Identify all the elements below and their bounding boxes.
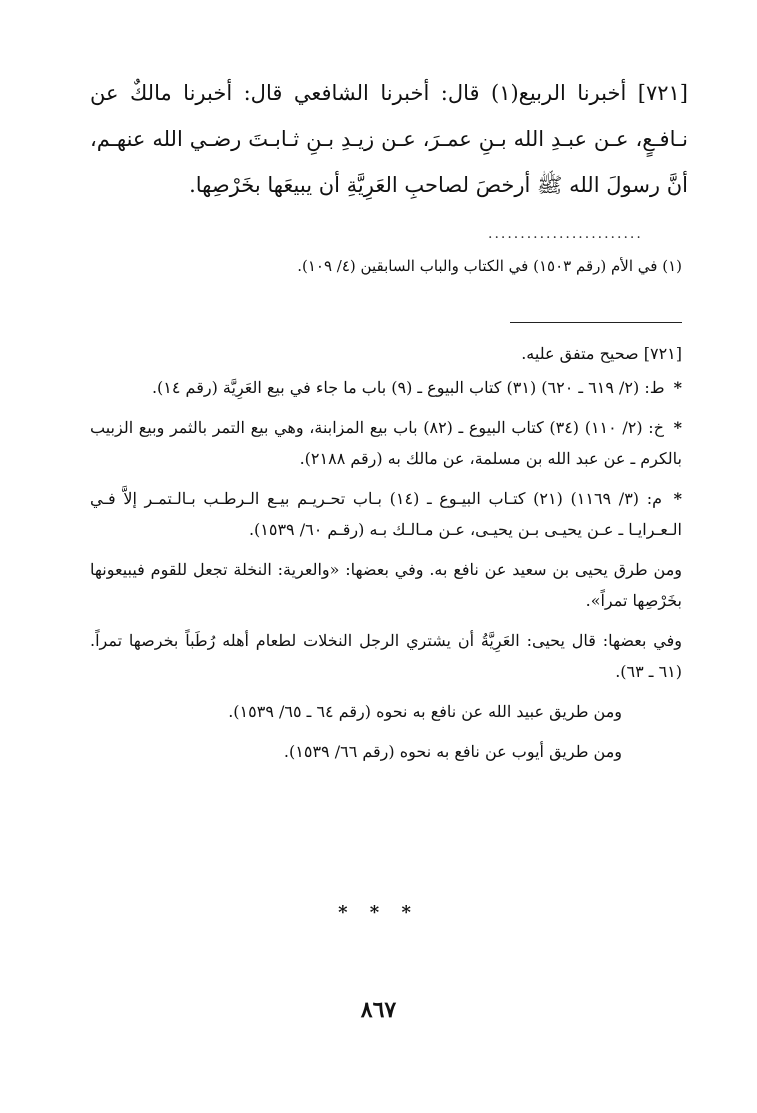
takhrij-note: وفي بعضها: قال يحيى: العَرِيَّةُ أن يشتري الرجل النخلات لطعام أهله رُطَباً بخرصها تمراً. (٦١ ـ ٦٣). [90,631,682,681]
takhrij-source-muwatta [90,372,682,403]
asterisk-marker: * [673,418,683,437]
footnote-separator: ........................ [488,226,643,242]
takhrij-note: ومن طرق يحيى بن سعيد عن نافع به. وفي بعضها: «والعرية: النخلة تجعل للقوم فيبيعونها بخَرْصِها تمراً». [90,560,682,610]
takhrij-grade: [٧٢١] صحيح متفق عليه. [521,344,682,363]
source-text: ط: (٢/ ٦١٩ ـ ٦٢٠) (٣١) كتاب البيوع ـ (٩) باب ما جاء في بيع العَرِيَّة (رقم ١٤). [151,378,665,397]
takhrij-divider [510,322,682,323]
source-text: خ: (٢/ ١١٠) (٣٤) كتاب البيوع ـ (٨٢) باب بيع المزابنة، وهي بيع التمر بالثمر وبيع الزبيب بالكرم ـ عن عبد الله بن مسلمة، عن مالك به (رقم ٢١٨٨). [90,418,682,468]
takhrij-block [90,338,682,776]
takhrij-note: ومن طريق عبيد الله عن نافع به نحوه (رقم ٦٤ ـ ٦٥/ ١٥٣٩). [228,702,622,721]
asterisk-marker: * [673,489,683,508]
page-number: ٨٦٧ [360,997,397,1023]
takhrij-source-bukhari [90,412,682,474]
takhrij-note: ومن طريق أيوب عن نافع به نحوه (رقم ٦٦/ ١٥٣٩). [283,742,622,761]
footnote: (١) في الأم (رقم ١٥٠٣) في الكتاب والباب السابقين (٤/ ١٠٩). [297,257,682,275]
source-text: م: (٣/ ١١٦٩) (٢١) كتـاب البيـوع ـ (١٤) بـاب تحـريـم بيـع الـرطـب بـالـتمـر إلاَّ فـي الـعـرايـا ـ عـن يحيـى بـن يحيـى، عـن مـالـك بـه (رقـم ٦٠/ ١٥٣٩). [90,489,682,539]
takhrij-source-muslim [90,483,682,545]
hadith-body: أخبرنا الربيع(١) قال: أخبرنا الشافعي قال: أخبرنا مالكٌ عن نـافـعٍ، عـن عبـدِ الله بـنِ عمـرَ، عـن زيـدِ بـنِ ثـابـتَ رضـي الله عنهـم، أنَّ رسولَ الله ﷺ أرخصَ لصاحبِ العَرِيَّةِ أن يبيعَها بخَرْصِها. [90,81,688,197]
asterisk-marker: * [673,378,682,397]
hadith-text-block [90,70,688,208]
hadith-number: [٧٢١] [637,81,688,105]
section-end-marks: * * * [338,902,419,923]
